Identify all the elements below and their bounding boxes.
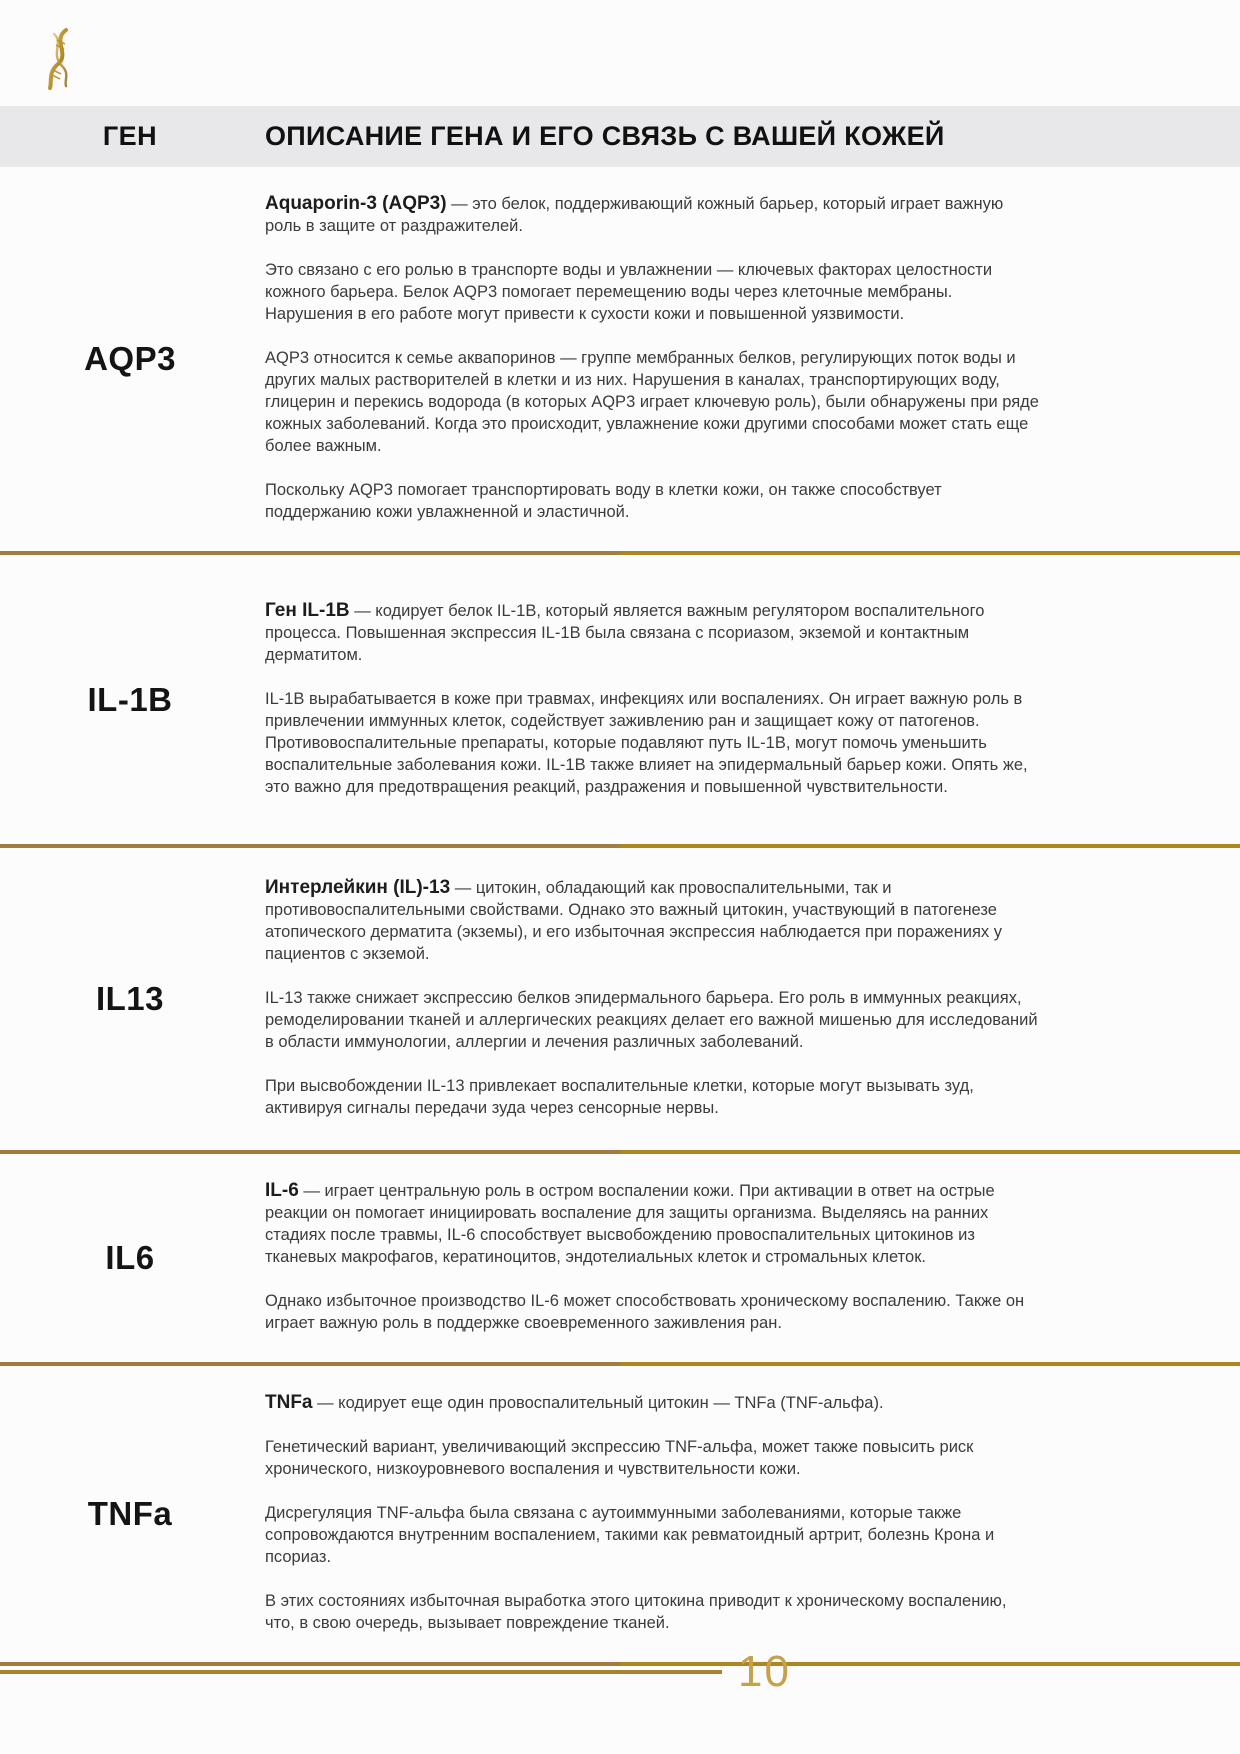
gene-row <box>0 1154 1240 1362</box>
gene-paragraph: В этих состояниях избыточная выработка этого цитокина приводит к хроническому воспалению, что, в свою очередь, вызывает повреждение тканей. <box>265 1592 1007 1632</box>
gene-name-label: IL6 <box>105 1239 155 1276</box>
table-header <box>0 106 1240 167</box>
gene-paragraph-lead: Интерлейкин (IL)-13 <box>265 877 451 898</box>
gene-paragraph: Генетический вариант, увеличивающий экспрессию TNF-альфа, может также повысить риск хронического, низкоуровневого воспаления и чувствительности кожи. <box>265 1438 974 1478</box>
gene-paragraph-lead: TNFa <box>265 1392 313 1413</box>
gene-description <box>260 1154 1240 1362</box>
gene-paragraph: TNFa — кодирует еще один провоспалительный цитокин — TNFa (TNF-альфа). <box>265 1392 884 1413</box>
gene-paragraph: Ген IL-1B — кодирует белок IL-1B, который является важным регулятором воспалительного процесса. Повышенная экспрессия IL-1B была связана с псориазом, экземой и контактным дерматитом. <box>265 599 985 664</box>
gene-paragraph: Aquaporin-3 (AQP3) — это белок, поддерживающий кожный барьер, который играет важную роль в защите от раздражителей. <box>265 193 1004 235</box>
gene-paragraph: Интерлейкин (IL)-13 — цитокин, обладающий как провоспалительными, так и противовоспалительными свойствами. Однако это важный цитокин, участвующий в патогенезе атопического дерматита (экземы), и его избыточная экспрессия наблюдается при поражениях у пациентов с экземой. <box>265 877 1002 963</box>
gene-name-label: TNFa <box>87 1495 173 1532</box>
gene-paragraph: Поскольку AQP3 помогает транспортировать воду в клетки кожи, он также способствует поддержанию кожи увлажненной и эластичной. <box>265 481 942 521</box>
gene-paragraph: AQP3 относится к семье аквапоринов — группе мембранных белков, регулирующих поток воды и других малых растворителей в клетки и из них. Нарушения в каналах, транспортирующих воду, глицерин и перекись водорода (в которых AQP3 играет ключевую роль), были обнаружены при ряде кожных заболеваний. Когда это происходит, увлажнение кожи другими способами может стать еще более важным. <box>265 349 1039 455</box>
gene-paragraph-lead: Ген IL-1B <box>265 599 350 621</box>
dna-helix-logo-icon <box>44 28 76 90</box>
gene-paragraph: IL-1B вырабатывается в коже при травмах, инфекциях или воспалениях. Он играет важную роль в привлечении иммунных клеток, содействует заживлению ран и защищает кожу от патогенов. Противовоспалительные препараты, которые подавляют путь IL-1B, могут помочь уменьшить воспалительные заболевания кожи. IL-1B также влияет на эпидермальный барьер кожи. Опять же, это важно для предотвращения реакций, раздражения и повышенной чувствительности. <box>265 689 1028 796</box>
gene-row <box>0 167 1240 551</box>
gene-table-body <box>0 167 1240 1666</box>
gene-name-label: AQP3 <box>84 340 176 377</box>
gene-row <box>0 1366 1240 1662</box>
gene-paragraph: Однако избыточное производство IL-6 может способствовать хроническому воспалению. Также он играет важную роль в поддержке своевременного заживления ран. <box>265 1292 1025 1332</box>
gene-paragraph: Дисрегуляция TNF-альфа была связана с аутоиммунными заболеваниями, которые также сопровождаются внутренним воспалением, такими как ревматоидный артрит, болезнь Крона и псориаз. <box>265 1504 995 1566</box>
header-gene-column-label: ГЕН <box>102 121 158 151</box>
gene-row <box>0 555 1240 844</box>
gene-paragraph-lead: Aquaporin-3 (AQP3) <box>265 193 447 214</box>
gene-name-label: IL-1B <box>87 680 173 718</box>
gene-paragraph: IL-13 также снижает экспрессию белков эпидермального барьера. Его роль в иммунных реакциях, ремоделировании тканей и аллергических реакциях делает его важной мишенью для исследований в области иммунологии, аллергии и лечения различных заболеваний. <box>265 989 1038 1051</box>
gene-paragraph: При высвобождении IL-13 привлекает воспалительные клетки, которые могут вызывать зуд, активируя сигналы передачи зуда через сенсорные нервы. <box>265 1077 974 1117</box>
page-number: 10 <box>738 1647 791 1696</box>
gene-paragraph: IL-6 — играет центральную роль в остром воспалении кожи. При активации в ответ на острые реакции он помогает инициировать воспаление для защиты организма. Выделяясь на ранних стадиях после травмы, IL-6 способствует высвобождению провоспалительных цитокинов из тканевых макрофагов, кератиноцитов, эндотелиальных клеток и стромальных клеток. <box>265 1180 995 1266</box>
gene-description <box>260 1366 1240 1662</box>
gene-row <box>0 848 1240 1150</box>
gene-paragraph: Это связано с его ролью в транспорте воды и увлажнении — ключевых факторах целостности кожного барьера. Белок AQP3 помогает перемещению воды через клеточные мембраны. Нарушения в его работе могут привести к сухости кожи и повышенной уязвимости. <box>265 261 993 323</box>
footer-gold-rule <box>0 1670 722 1674</box>
gene-description <box>260 851 1240 1147</box>
gene-description <box>260 167 1240 551</box>
gene-description <box>260 574 1240 826</box>
page-footer <box>0 1648 1240 1696</box>
gene-paragraph-lead: IL-6 <box>265 1180 299 1201</box>
header-description-column-label: ОПИСАНИЕ ГЕНА И ЕГО СВЯЗЬ С ВАШЕЙ КОЖЕЙ <box>265 121 945 151</box>
gene-name-label: IL13 <box>95 980 165 1017</box>
